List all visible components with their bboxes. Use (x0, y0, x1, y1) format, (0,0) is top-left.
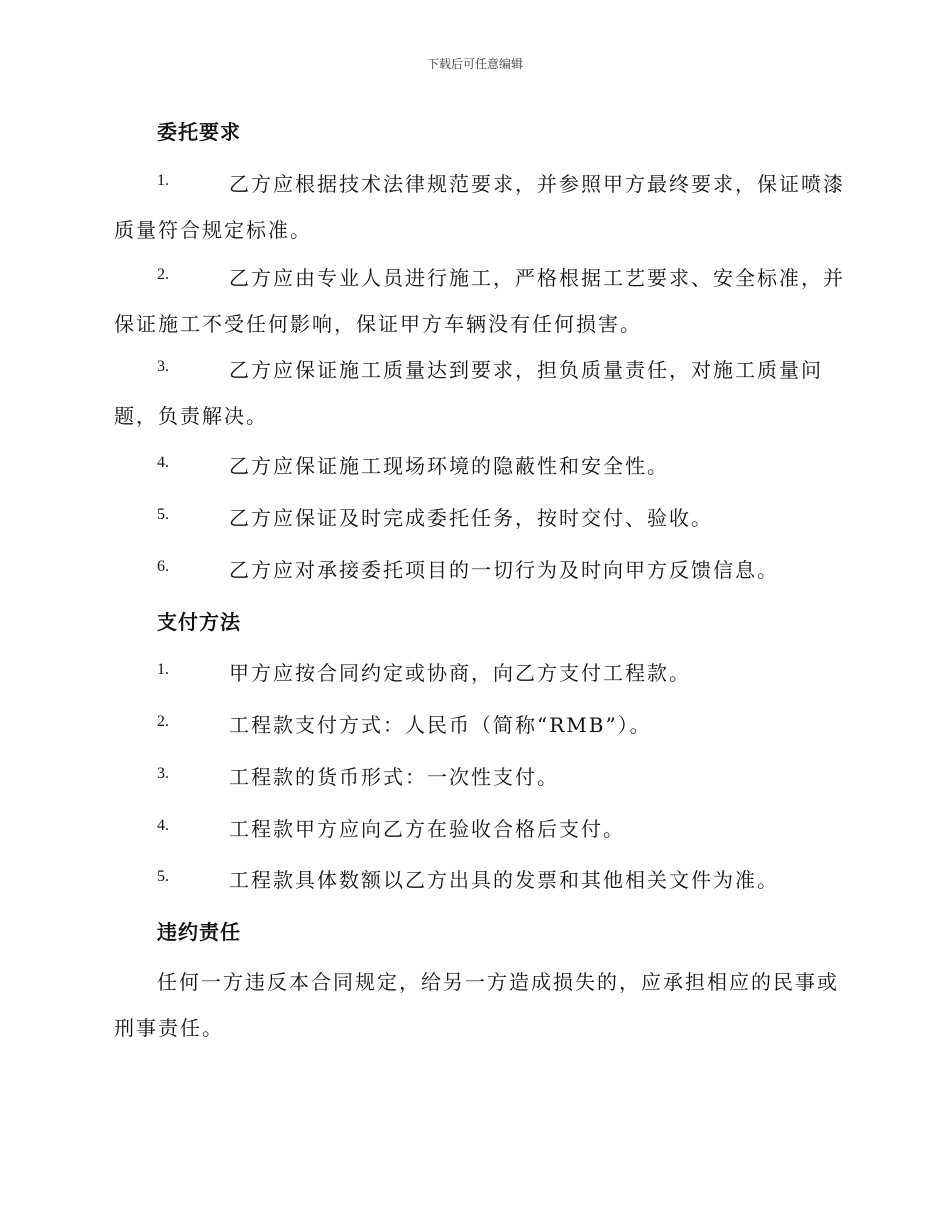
item-text: 工程款的货币形式：一次性支付。 (229, 765, 559, 789)
item-text-continued: 质量符合规定标准。 (114, 218, 312, 242)
item-number: 5. (157, 868, 169, 885)
item-number: 4. (157, 817, 169, 834)
item-text: 乙方应根据技术法律规范要求，并参照甲方最终要求，保证喷漆 (229, 172, 845, 196)
paragraph-text: 任何一方违反本合同规定，给另一方造成损失的，应承担相应的民事或 (157, 970, 839, 994)
item-text: 工程款甲方应向乙方在验收合格后支付。 (229, 817, 625, 841)
item-text: 甲方应按合同约定或协商，向乙方支付工程款。 (229, 661, 691, 685)
item-text: 工程款具体数额以乙方出具的发票和其他相关文件为准。 (229, 868, 779, 892)
item-number: 3. (157, 358, 169, 375)
item-number: 2. (157, 713, 169, 730)
item-number: 4. (157, 454, 169, 471)
item-number: 6. (157, 558, 169, 575)
paragraph-text-continued: 刑事责任。 (114, 1016, 224, 1040)
item-number: 5. (157, 506, 169, 523)
item-text: 乙方应对承接委托项目的一切行为及时向甲方反馈信息。 (229, 558, 779, 582)
section-title: 支付方法 (157, 610, 241, 634)
item-number: 3. (157, 765, 169, 782)
page-header: 下载后可任意编辑 (426, 57, 523, 71)
item-number: 1. (157, 661, 169, 678)
item-number: 2. (157, 266, 169, 283)
item-number: 1. (157, 172, 169, 189)
item-text-continued: 保证施工不受任何影响，保证甲方车辆没有任何损害。 (114, 312, 642, 336)
item-text: 乙方应保证施工质量达到要求，担负质量责任，对施工质量问 (229, 358, 823, 382)
item-text: 乙方应由专业人员进行施工，严格根据工艺要求、安全标准，并 (229, 266, 845, 290)
section-title: 委托要求 (157, 120, 241, 144)
item-text: 工程款支付方式：人民币（简称“RMB”）。 (229, 713, 652, 737)
item-text: 乙方应保证及时完成委托任务，按时交付、验收。 (229, 506, 713, 530)
section-title: 违约责任 (157, 920, 241, 944)
item-text: 乙方应保证施工现场环境的隐蔽性和安全性。 (229, 454, 669, 478)
item-text-continued: 题，负责解决。 (114, 404, 268, 428)
